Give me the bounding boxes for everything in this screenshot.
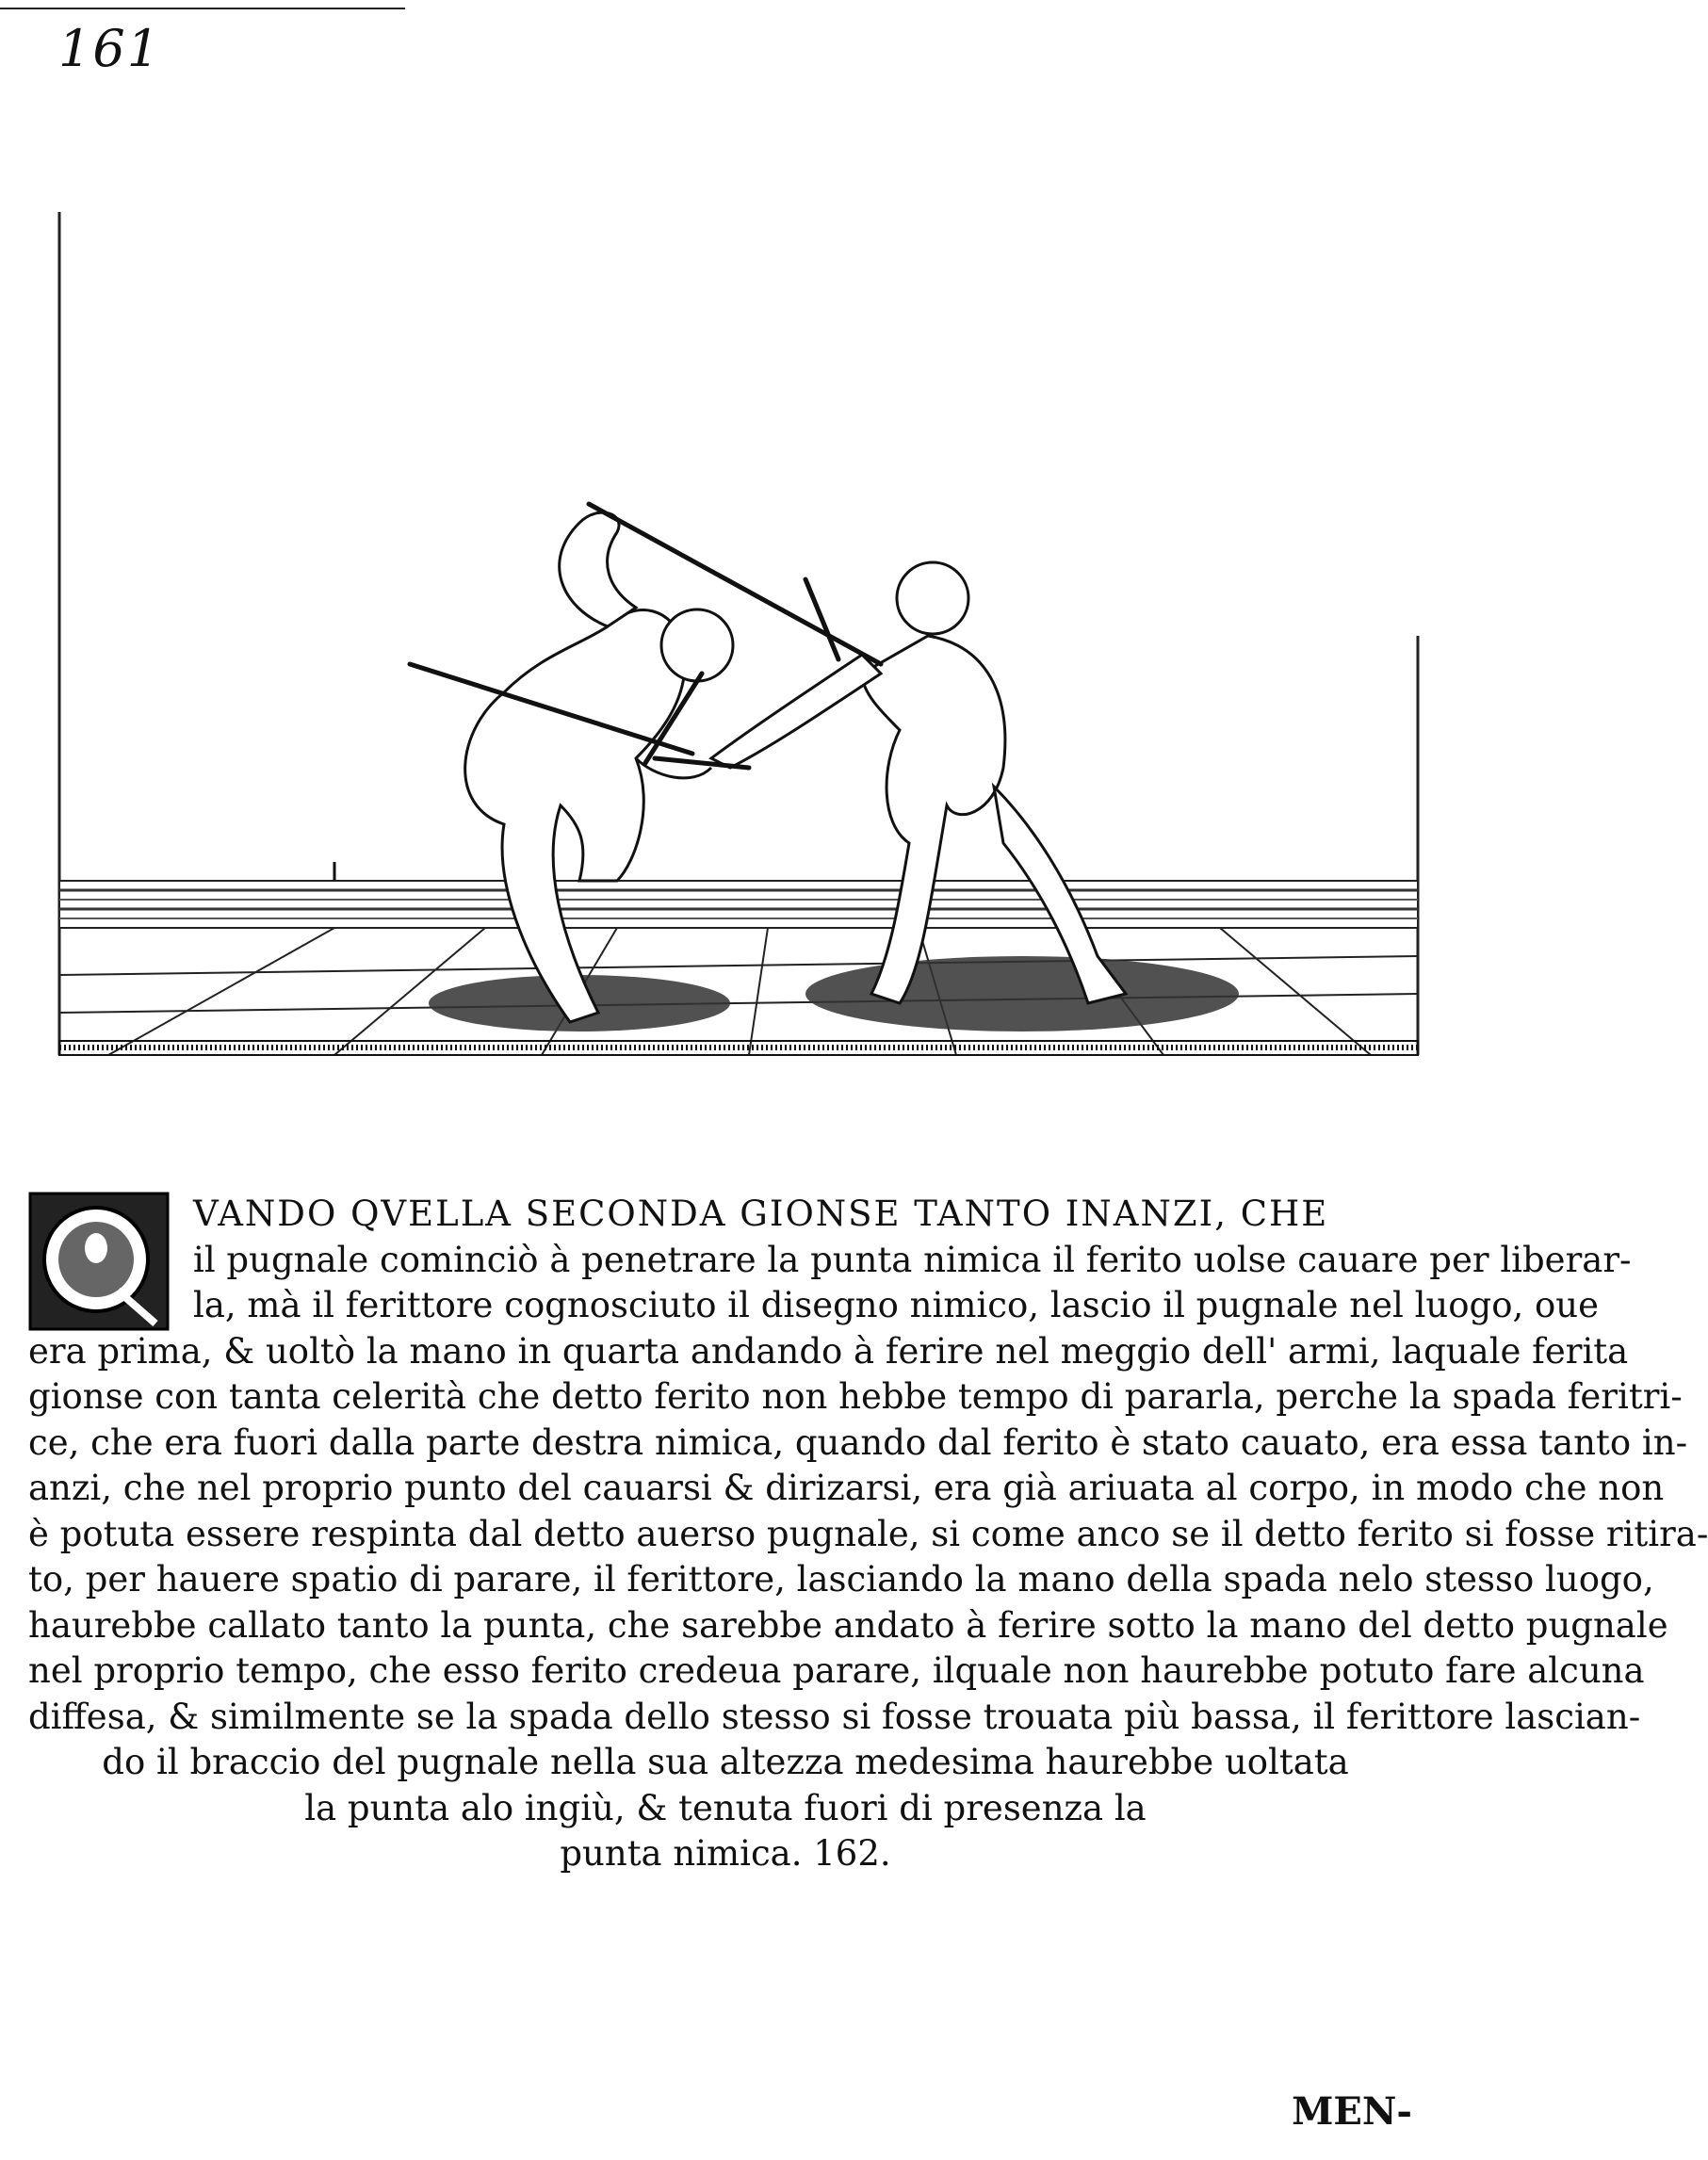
catchword: MEN- [1292, 2089, 1412, 2134]
text-line-10: haurebbe callato tanto la punta, che sarebbe andato à ferire sotto la mano del detto pugnale [28, 1604, 1668, 1646]
bottom-border-band [59, 1041, 1418, 1055]
text-line-11: nel proprio tempo, che esso ferito credeua parare, ilquale non haurebbe potuto fare alcuna [28, 1650, 1645, 1691]
text-line-7: anzi, che nel proprio punto del cauarsi & dirizarsi, era già ariuata al corpo, in modo che non [28, 1468, 1665, 1508]
text-line-12: diffesa, & similmente se la spada dello stesso si fosse trouata più bassa, il ferittore lascian- [28, 1696, 1641, 1737]
engraving-svg [52, 203, 1427, 1069]
text-line-5: gionse con tanta celerità che detto ferito non hebbe tempo di pararla, perche la spada feritri- [28, 1376, 1683, 1417]
text-line-8: è potuta essere respinta dal detto auerso pugnale, si come anco se il detto ferito si fosse ritira- [28, 1513, 1708, 1554]
text-line-3: la, mà il ferittore cognosciuto il disegno nimico, lascio il pugnale nel luogo, oue [193, 1285, 1599, 1325]
right-fencer-figure [711, 562, 1126, 1003]
fencing-plate-illustration [52, 203, 1427, 1069]
text-line-1: VANDO QVELLA SECONDA GIONSE TANTO INANZI, CHE [193, 1194, 1329, 1234]
text-line-4: era prima, & uoltò la mano in quarta andando à ferire nel meggio dell' armi, laquale ferita [28, 1330, 1629, 1372]
text-line-2: il pugnale cominciò à penetrare la punta nimica il ferito uolse cauare per liberar- [193, 1239, 1632, 1280]
text-line-13: do il braccio del pugnale nella sua altezza medesima haurebbe uoltata [102, 1742, 1349, 1782]
text-line-15: punta nimica. 162. [560, 1833, 891, 1874]
text-line-14: la punta alo ingiù, & tenuta fuori di presenza la [304, 1787, 1147, 1828]
drop-cap-q-ornament [28, 1192, 170, 1331]
horizon-wall [59, 881, 1418, 928]
body-text [28, 1192, 1708, 1877]
text-line-6: ce, che era fuori dalla parte destra nimica, quando dal ferito è stato cauato, era essa tanto in- [28, 1421, 1688, 1463]
text-line-9: to, per hauere spatio di parare, il ferittore, lasciando la mano della spada nelo stesso luogo, [28, 1559, 1654, 1600]
page-number: 161 [58, 19, 162, 78]
left-fencer-figure [334, 512, 733, 1022]
top-rule [0, 8, 405, 9]
